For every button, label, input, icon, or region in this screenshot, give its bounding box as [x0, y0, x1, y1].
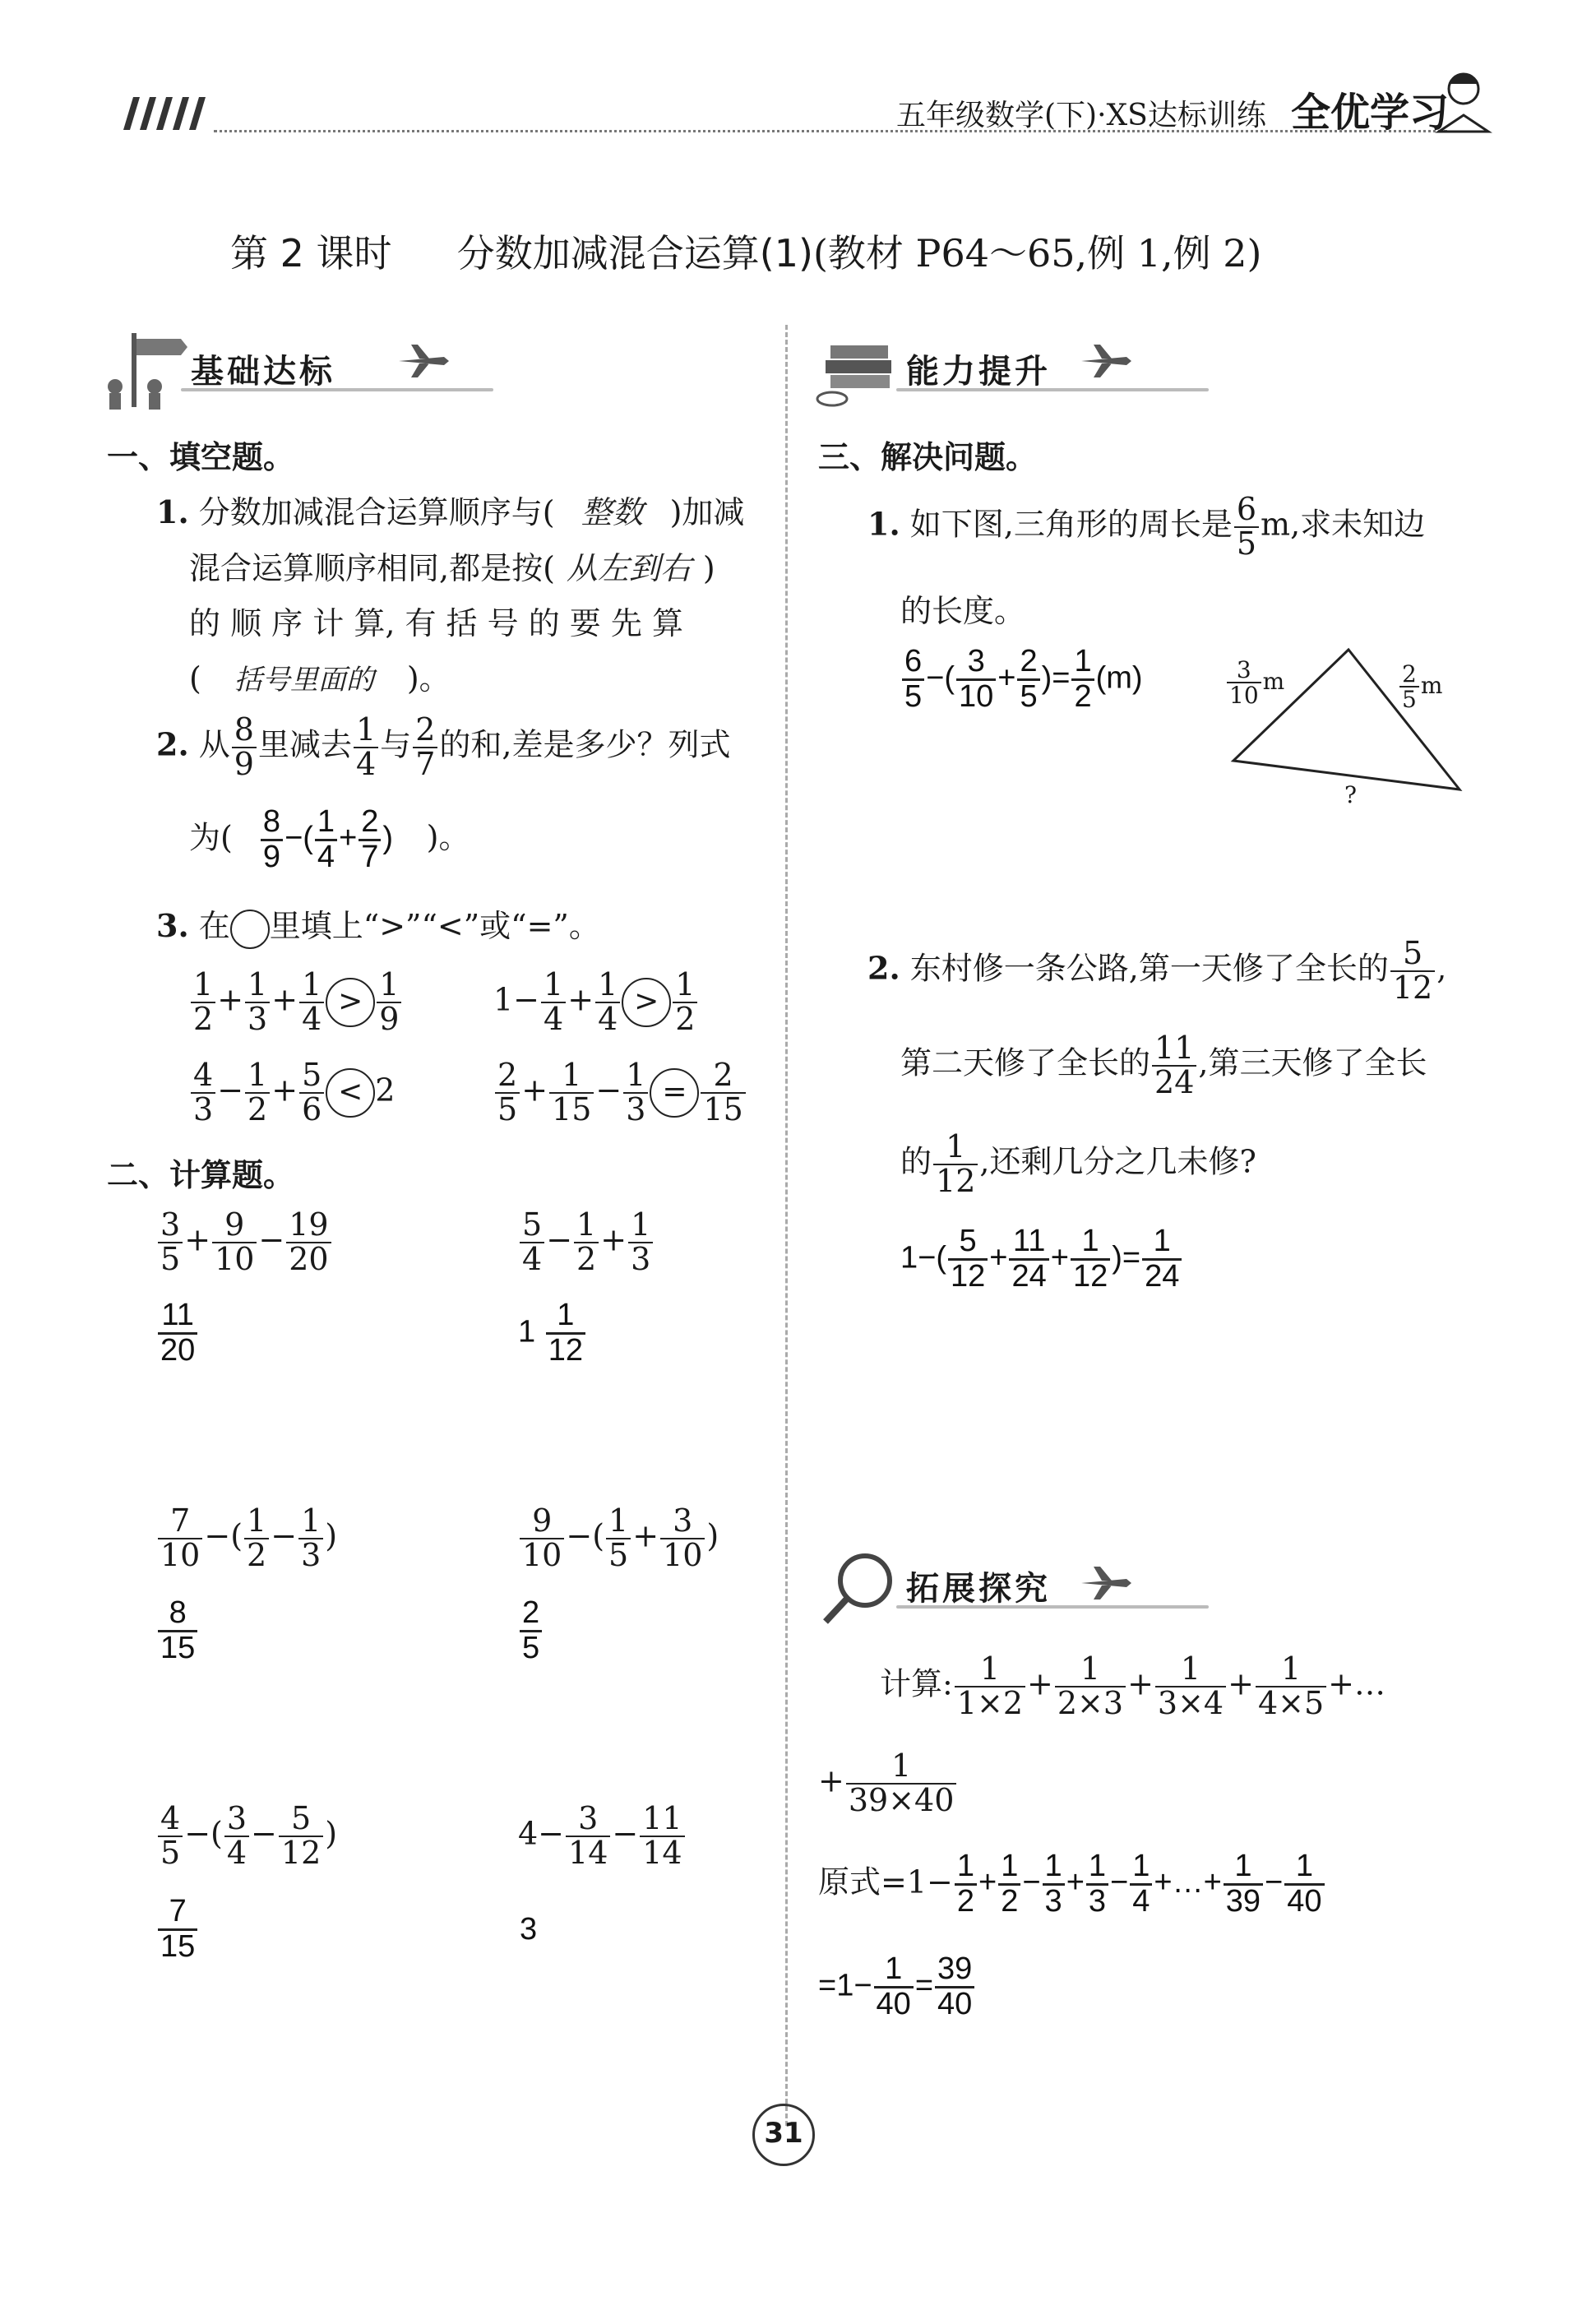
solve-q2-text-d: 的 — [900, 1143, 932, 1180]
explore-calc-label: 计算: — [880, 1665, 953, 1702]
fill-q1-text1: 分数加减混合运算顺序与( — [198, 494, 555, 530]
lesson-reference: (教材 P64～65,例 1,例 2) — [812, 231, 1262, 275]
calc-answer-4: $\frac{2}{5}$ — [518, 1597, 544, 1665]
solve-q2-line1: 2. 东村修一条公路,第一天修了全长的 $\frac{5}{12}$ , — [867, 935, 1447, 1006]
calc-answer-5: $\frac{7}{15}$ — [156, 1896, 199, 1964]
compare-item-3: $\frac{4}{3}$ − $\frac{1}{2}$ + $\frac{5}{6}$ < 2 — [189, 1059, 395, 1127]
calc-problem-4: $\frac{9}{10}$ −( $\frac{1}{5}$ + $\frac{3}{10}$ ) — [518, 1505, 719, 1572]
books-icon — [814, 329, 904, 411]
calc-problem-1: $\frac{3}{5}$ + $\frac{9}{10}$ − $\frac{19}{20}$ — [156, 1209, 333, 1276]
explore-problem-line1: 计算: $\frac{1}{1\times 2}$ + $\frac{1}{2\times 3}$ + $\frac{1}{3\times 4}$ + $\frac{1}{4\times 5}$ +… — [880, 1650, 1386, 1721]
fill-q3-number: 3. — [156, 907, 189, 944]
airplane-icon — [1077, 1562, 1135, 1604]
fill-q3-text-b: 里填上“>”“<”或“=”。 — [269, 908, 600, 944]
solve-q1-line1: 1. 如下图,三角形的周长是 $\frac{6}{5}$ m,求未知边 — [867, 491, 1426, 562]
fill-q2-rest: 的和,差是多少？列式 — [439, 726, 731, 763]
solve-q1-number: 1. — [867, 505, 900, 543]
solve-q1-answer: $\frac{6}{5}$ −( $\frac{3}{10}$ + $\frac{2}{5}$ )= $\frac{1}{2}$ (m) — [900, 646, 1143, 714]
solve-q2-text-a: 东村修一条公路,第一天修了全长的 — [909, 950, 1389, 987]
compare-item-2: 1− $\frac{1}{4}$ + $\frac{1}{4}$ > $\frac{1}{2}$ — [493, 969, 699, 1036]
header-stripes-decoration — [115, 97, 214, 130]
page-number: 31 — [752, 2104, 815, 2166]
explore-problem-line2: + $\frac{1}{39\times 40}$ — [818, 1750, 958, 1817]
fill-q2-answer: $\frac{8}{9}$ −( $\frac{1}{4}$ + $\frac{2}{7}$ ) — [259, 821, 402, 855]
fill-q2-number: 2. — [156, 725, 189, 763]
fill-q1-line2 — [189, 543, 715, 588]
fill-q1-number: 1. — [156, 493, 189, 530]
signpost-icon — [99, 329, 189, 411]
calc-problem-5: $\frac{4}{5}$ −( $\frac{3}{4}$ − $\frac{5}{12}$ ) — [156, 1803, 337, 1870]
fill-q2-close: )。 — [426, 819, 470, 856]
section-basic-title: 基础达标 — [191, 353, 335, 391]
fill-q3-text-a: 在 — [198, 908, 230, 944]
compare-circle-3[interactable]: < — [326, 1068, 375, 1118]
student-reading-icon — [1431, 66, 1497, 140]
fraction-2-7: $\frac{2}{7}$ — [413, 714, 437, 781]
fill-q1-text4: ( — [189, 660, 201, 697]
magnifier-icon — [814, 1546, 904, 1628]
solve-q2-line2: 第二天修了全长的 $\frac{11}{24}$ ,第三天修了全长 — [900, 1030, 1427, 1100]
fraction-8-9: $\frac{8}{9}$ — [232, 714, 257, 781]
calc-problem-2: $\frac{5}{4}$ − $\frac{1}{2}$ + $\frac{1}{3}$ — [518, 1209, 655, 1276]
part2-heading: 二、计算题。 — [107, 1157, 295, 1193]
fill-q1-answer3: 括号里面的 — [234, 664, 374, 697]
solve-q1-text-a: 如下图,三角形的周长是 — [909, 506, 1233, 543]
header-brand-logo: 全优学习 — [1291, 90, 1450, 136]
fraction-1-4: $\frac{1}{4}$ — [354, 714, 378, 781]
fill-q1-line4 — [189, 653, 451, 698]
fill-q2-minus: 里减去 — [257, 726, 352, 763]
solve-q2-number: 2. — [867, 949, 900, 987]
explore-answer-line1: 原式=1− $\frac{1}{2}$ + $\frac{1}{2}$ − $\frac{1}{3}$ + $\frac{1}{3}$ − $\frac{1}{4}$ +…+ $\frac{1}{39}$ − $\frac{1}{40}$ — [818, 1850, 1326, 1919]
fill-q2-wei: 为( — [189, 819, 233, 856]
triangle-left-side-label: $\frac{3}{10}$ m — [1225, 658, 1284, 708]
section-explore-title: 拓展探究 — [906, 1570, 1051, 1608]
lesson-label: 第 2 课时 — [230, 231, 392, 275]
calc-answer-3: $\frac{8}{15}$ — [156, 1597, 199, 1665]
triangle-right-side-label: $\frac{2}{5}$ m — [1398, 662, 1442, 712]
section-basic-header — [99, 329, 444, 411]
page-title — [230, 224, 1262, 278]
explore-answer-line2: =1− $\frac{1}{40}$ = $\frac{39}{40}$ — [818, 1953, 976, 2021]
fill-q1-answer2: 从左到右 — [566, 550, 692, 586]
solve-q2-text-c: ,第三天修了全长 — [1198, 1044, 1427, 1081]
calc-answer-2: 1 $\frac{1}{12}$ — [518, 1299, 587, 1368]
fill-q2-from: 从 — [198, 726, 230, 763]
column-divider — [785, 325, 788, 2126]
header-book-text: 五年级数学(下)·XS达标训练 — [896, 99, 1266, 132]
section-explore-header — [814, 1546, 1159, 1628]
compare-circle-2[interactable]: > — [622, 978, 671, 1027]
triangle-unknown-label: ? — [1344, 781, 1358, 808]
fill-q1-line1 — [156, 487, 744, 532]
solve-q2-text-b: 第二天修了全长的 — [900, 1044, 1151, 1081]
solve-q1-text-b: m,求未知边 — [1261, 506, 1426, 543]
airplane-icon — [1077, 340, 1135, 382]
solve-q1-line2: 的长度。 — [900, 593, 1026, 629]
compare-circle-4[interactable]: = — [650, 1068, 699, 1118]
fill-q1-line3: 的 顺 序 计 算, 有 括 号 的 要 先 算 — [189, 605, 683, 641]
calc-answer-6: 3 — [520, 1912, 538, 1947]
fill-q3-line — [156, 900, 600, 949]
compare-item-1: $\frac{1}{2}$ + $\frac{1}{3}$ + $\frac{1}{4}$ > $\frac{1}{9}$ — [189, 969, 403, 1036]
part1-heading: 一、填空题。 — [107, 439, 295, 475]
solve-q2-answer: 1−( $\frac{5}{12}$ + $\frac{11}{24}$ + $\frac{1}{12}$ )= $\frac{1}{24}$ — [900, 1225, 1183, 1294]
part3-heading: 三、解决问题。 — [818, 439, 1038, 475]
fill-q2-line1 — [156, 711, 731, 782]
fill-q1-text2b: ) — [702, 550, 715, 586]
section-ability-header — [814, 329, 1159, 411]
calc-problem-6: 4− $\frac{3}{14}$ − $\frac{11}{14}$ — [518, 1803, 687, 1870]
fill-q1-text2: 混合运算顺序相同,都是按( — [189, 550, 555, 586]
airplane-icon — [395, 340, 452, 382]
lesson-topic: 分数加减混合运算(1) — [456, 231, 813, 275]
fill-q2-and: 与 — [380, 726, 412, 763]
calc-answer-1: $\frac{11}{20}$ — [156, 1299, 199, 1368]
solve-q2-line3: 的 $\frac{1}{12}$ ,还剩几分之几未修? — [900, 1128, 1256, 1199]
fill-q1-text4b: )。 — [406, 660, 451, 697]
calc-problem-3: $\frac{7}{10}$ −( $\frac{1}{2}$ − $\frac{1}{3}$ ) — [156, 1505, 337, 1572]
fill-q2-line2 — [189, 806, 470, 874]
fill-q1-text1b: )加减 — [669, 494, 745, 530]
solve-q2-text-e: ,还剩几分之几未修? — [979, 1143, 1256, 1180]
empty-circle-icon — [230, 910, 270, 949]
section-ability-title: 能力提升 — [906, 353, 1051, 391]
fill-q1-answer1: 整数 — [581, 494, 644, 530]
compare-circle-1[interactable]: > — [326, 978, 375, 1027]
compare-item-4: $\frac{2}{5}$ + $\frac{1}{15}$ − $\frac{1}{3}$ = $\frac{2}{15}$ — [493, 1059, 747, 1127]
